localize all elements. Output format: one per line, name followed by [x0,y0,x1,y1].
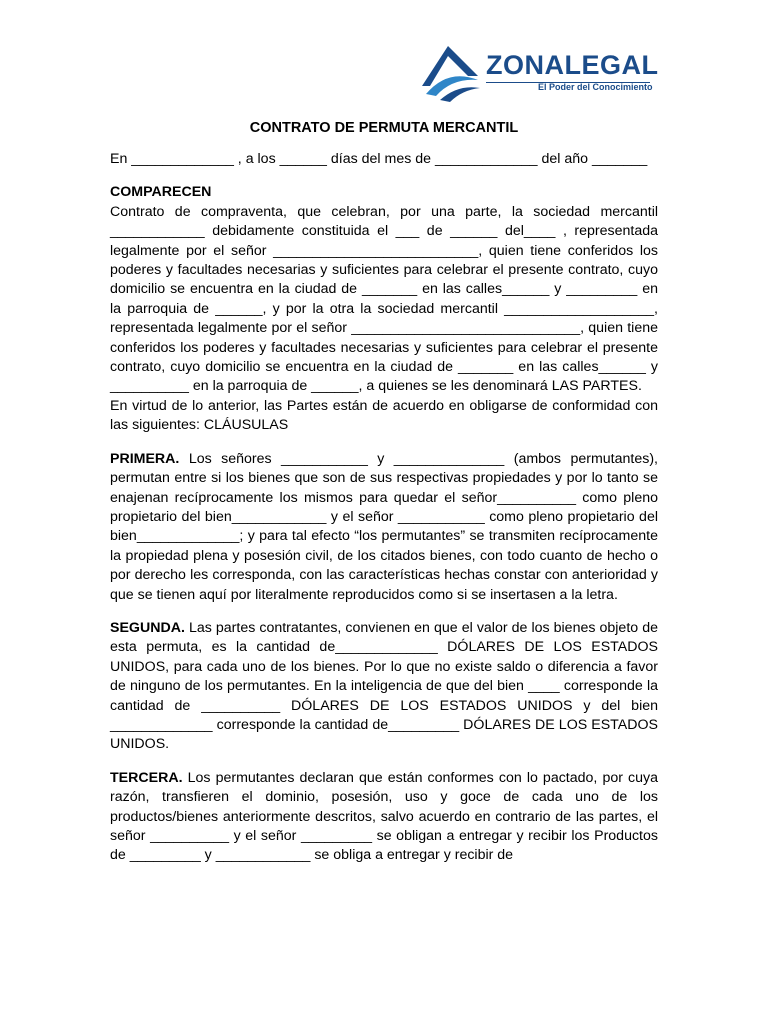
clause-tercera [110,769,658,866]
comparecen-paragraph: Contrato de compraventa, que celebran, por una parte, la sociedad mercantil ____________ debidamente constituida el ___ de ______ del____ , representada legalmente por el señor __________________________, quien tiene conferidos los poderes y facultades necesarias y suficientes para celebrar el presente contrato, cuyo domicilio se encuentra en la ciudad de _______ en las calles______ y _________ en la parroquia de ______, y por la otra la sociedad mercantil ___________________, representada legalmente por el señor _____________________________, quien tiene conferidos los poderes y facultades necesarias y suficientes para celebrar el presente contrato, cuyo domicilio se encuentra en la ciudad de _______ en las calles______ y __________ en la parroquia de ______, a quienes se les denominará LAS PARTES. [110,203,658,395]
clause-label: PRIMERA. [110,450,180,467]
intro-paragraph: En _____________ , a los ______ días del mes de _____________ del año _______ [110,151,648,167]
clause-text: Los permutantes declaran que están conformes con lo pactado, por cuya razón, transfieren el dominio, posesión, uso y goce de cada uno de los productos/bienes anteriormente descritos, salvo acuerdo en contrario de las partes, el señor __________ y el señor _________ se obligan a entregar y recibir los Productos de _________ y ____________ se obliga a entregar y recibir de [110,769,658,864]
document-title: CONTRATO DE PERMUTA MERCANTIL [249,120,519,136]
clause-label: TERCERA. [110,769,183,786]
clause-primera [110,450,658,605]
logo-wordmark: ZONALEGAL [486,50,659,80]
section-heading-comparecen: COMPARECEN [110,184,212,201]
document-body [110,150,658,880]
clause-text: Los señores ___________ y ______________ (ambos permutantes), permutan entre si los bienes que son de sus respectivas propiedades y por lo tanto se enajenan recíprocamente los mismos para quedar el señor__________ como pleno propietario del bien____________ y el señor ___________ como pleno propietario del bien_____________; y para tal efecto “los permutantes” se transmiten recíprocamente la propiedad plena y posesión civil, de los citados bienes, con todo cuanto de hecho o por derecho les corresponda, con las características hechas constar con anterioridad y que se tienen aquí por literalmente reproducidos como si se insertasen a la letra. [110,450,658,603]
clause-text: Las partes contratantes, convienen en que el valor de los bienes objeto de esta permuta, es la cantidad de_____________ DÓLARES DE LOS ESTADOS UNIDOS, para cada uno de los bienes. Por lo que no existe saldo o diferencia a favor de ninguno de los permutantes. En la inteligencia de que del bien ____ corresponde la cantidad de __________ DÓLARES DE LOS ESTADOS UNIDOS y del bien _____________ corresponde la cantidad de_________ DÓLARES DE LOS ESTADOS UNIDOS. [110,619,658,753]
logo-mark-icon [418,44,484,104]
clause-segunda [110,619,658,755]
clause-label: SEGUNDA. [110,619,185,636]
clausulas-intro-paragraph: En virtud de lo anterior, las Partes están de acuerdo en obligarse de conformidad con las siguientes: CLÁUSULAS [110,397,658,434]
zonalegal-logo [418,44,658,106]
logo-tagline: El Poder del Conocimiento [538,82,653,92]
